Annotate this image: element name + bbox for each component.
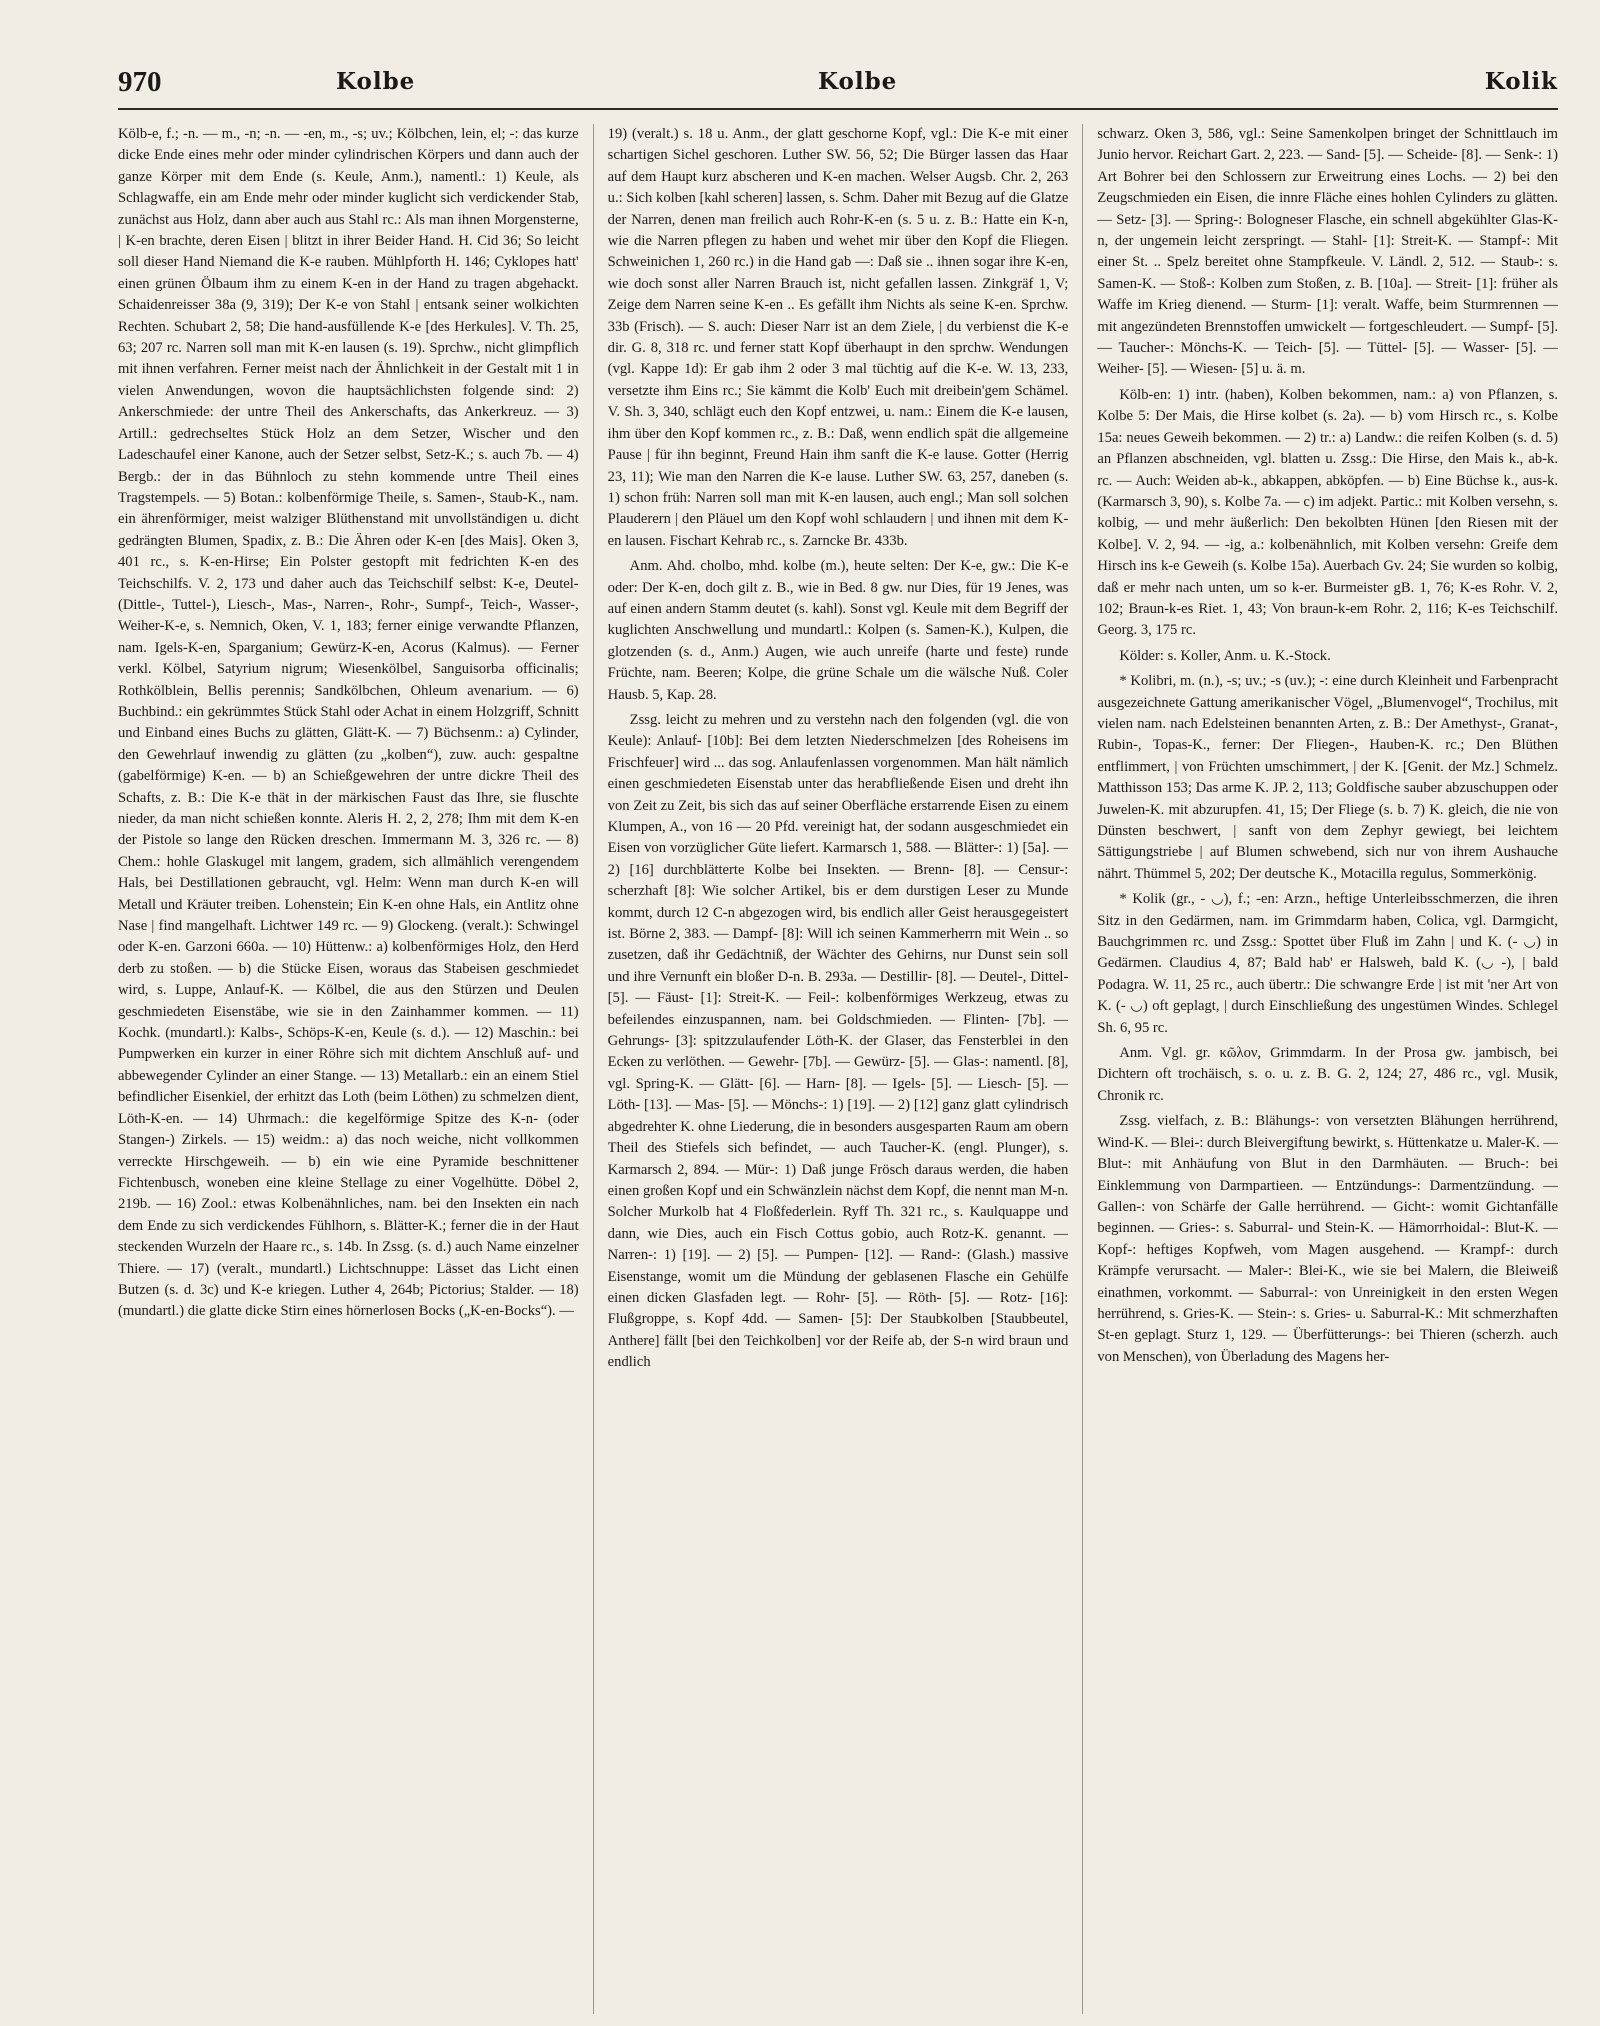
column-left (118, 124, 579, 2014)
right-running-head: Kolik (1484, 68, 1558, 95)
column-divider (593, 124, 594, 2014)
entry-paragraph: Kölb-e, f.; -n. — m., -n; -n. — -en, m., -s; uv.; Kölbchen, lein, el; -: das kurze dicke Ende eines mehr oder minder cylindrischen Körpers und dann auch der ganze Körper mit dem Ende (s. Keule, Anm.), namentl.: 1) Keule, als Schlagwaffe, ein am Ende mehr oder minder kuglicht sich verdickender Stab, zunächst aus Holz, dann aber auch aus Stahl rc.: Als man ihnen Morgensterne, | K-en brachte, deren Eisen | blitzt in ihrer Beider Hand. H. Cid 36; So leicht soll dieser Hand Niemand die K-e rauben. Mühlpforth H. 146; Cyklopes hatt' einen grünen Ölbaum ihm zu einem K-en in der Hand zu tragen abgehackt. Schaidenreisser 38a (9, 319); Der K-e von Stahl | entsank seiner wolkichten Rechten. Schubart 2, 58; Die hand-ausfüllende K-e [des Herkules]. V. Th. 25, 63; 207 rc. Narren soll man mit K-en lausen (s. 19). Sprchw., nicht glimpflich mit ihnen verfahren. Ferner meist nach der Ähnlichkeit in der Gestalt mit 1 in vielen Anwendungen, wovon die hauptsächlichsten folgende sind: 2) Ankerschmiede: der untre Theil des Ankerschafts, das Ankerkreuz. — 3) Artill.: gedrechseltes Stück Holz an dem Setzer, Wischer und den Ladeschaufel einer Kanone, auch der Setzer selbst, Setz-K.; s. auch 7b. — 4) Bergb.: der in das Bühnloch zu stehn kommende untre Theil eines Tragstempels. — 5) Botan.: kolbenförmige Theile, s. Samen-, Staub-K., nam. ein ährenförmiger, meist walziger Blüthenstand mit unvollständigen u. dicht gedrängten Blumen, Spadix, z. B.: Die Ähren oder K-en [des Mais]. Oken 3, 401 rc., s. K-en-Hirse; Ein Polster gestopft mit fedrichten K-en des Teichschilfs. V. 2, 173 und daher auch das Teichschilf selbst: K-e, Deutel- (Dittle-, Tuttel-), Liesch-, Mas-, Narren-, Rohr-, Sumpf-, Teich-, Wasser-, Weiher-K-e, s. Nemnich, Oken, V. 1, 183; ferner einige verwandte Pflanzen, nam. Igels-K-en, Sparganium; Gewürz-K-en, Acorus (Kalmus). — Ferner verkl. Kölbel, Satyrium nigrum; Wiesenkölbel, Sanguisorba officinalis; Rothkölblein, Bellis perennis; Sandkölbchen, Ohleum avenarium. — 6) Buchbind.: ein gekrümmtes Stück Stahl oder Achat in einem Holzgriff, Schnitt und Einband eines Buchs zu glätten, Glätt-K. — 7) Büchsenm.: a) Cylinder, den Gewehrlauf inwendig zu glätten (zu „kolben“), zuw. auch: gespaltne (gabelförmige) K-en. — b) an Schießgewehren der untre dickre Theil des Schafts, z. B.: Die K-e thät in der märkischen Faust das Ihre, sie fluschte nieder, da man nicht schießen konnte. Aleris H. 2, 2, 278; Ihm mit dem K-en der Pistole so lange den Rücken dreschen. Immermann M. 3, 326 rc. — 8) Chem.: hohle Glaskugel mit langem, gradem, sich allmählich verengendem Hals, bei Destillationen gebraucht, vgl. Helm: Wenn man durch K-en will Metall und Kräuter treiben. Lohenstein; Ein K-en ohne Hals, ein Antlitz ohne Nase | find mangelhaft. Lichtwer 149 rc. — 9) Glockeng. (veralt.): Schwingel oder K-en. Garzoni 660a. — 10) Hüttenw.: a) kolbenförmiges Holz, den Herd derb zu stoßen. — b) die Stücke Eisen, woraus das Stabeisen geschmiedet wird, s. Luppe, Anlauf-K. — Kölbel, die aus den Stürzen und Deulen geschmiedeten Eisenstäbe, wie sie in den Zainhammer kommen. — 11) Kochk. (mundartl.): Kalbs-, Schöps-K-en, Keule (s. d.). — 12) Maschin.: bei Pumpwerken ein kurzer in einer Röhre sich mit dichtem Anschluß auf- und abbewegender Cylinder an einer Stange. — 13) Metallarb.: ein an einem Stiel befindlicher Eisenkiel, der erhitzt das Loth (beim Löthen) zu schmelzen dient, Löth-K-en. — 14) Uhrmach.: die kegelförmige Spitze des K-n- (oder Stangen-) Zirkels. — 15) weidm.: a) das noch weiche, nicht vollkommen verreckte Hirschgeweih. — b) ein wie eine Pyramide beschnittener Fichtenbusch, woneben eine kleine Stellage zu einer Vogelhütte. Döbel 2, 219b. — 16) Zool.: etwas Kolbenähnliches, nam. bei den Insekten ein nach dem Ende zu sich verdickendes Fühlhorn, s. Blätter-K.; ferner die in der Haut steckenden Wurzeln der Haare rc., s. 14b. In Zssg. (s. d.) auch Name einzelner Thiere. — 17) (veralt., mundartl.) Lichtschnuppe: Lässet das Licht einen Butzen (s. d. 3c) und K-e kriegen. Luther 4, 264b; Pictorius; Stalder. — 18) (mundartl.) die glatte dicke Stirn eines hörnerlosen Bocks („K-en-Bocks“). — (118, 126, 579, 1320)
entry-paragraph: schwarz. Oken 3, 586, vgl.: Seine Samenkolpen bringet der Schnittlauch im Junio hervor. Reichart Gart. 2, 223. — Sand- [5]. — Scheide- [8]. — Senk-: 1) Art Bohrer bei den Schlossern zur Erweitrung eines Lochs. — 2) bei den Zeugschmieden ein Eisen, die innre Fläche eines hohlen Cylinders zu glätten. — Setz- [3]. — Spring-: Bologneser Flasche, ein schnell abgekühlter Glas-K-n, der ungemein leicht zerspringt. — Stahl- [1]: Streit-K. — Stampf-: Mit einer St. .. Spelz bereitet ohne Stampfkeule. V. Ländl. 2, 512. — Staub-: s. Samen-K. — Stoß-: Kolben zum Stoßen, z. B. [10a]. — Streit- [1]: früher als Waffe im Krieg dienend. — Sturm- [1]: veralt. Waffe, beim Sturmrennen — mit angezündeten Brennstoffen umwickelt — fortgeschleudert. — Sumpf- [5]. — Taucher-: Mönchs-K. — Teich- [5]. — Tüttel- [5]. — Wasser- [5]. — Weiher- [5]. — Wiesen- [5] u. ä. m. (1097, 126, 1559, 378)
entry-paragraph: * Kolibri, m. (n.), -s; uv.; -s (uv.); -: eine durch Kleinheit und Farbenpracht ausgezeichnete Gattung amerikanischer Vögel, „Blumenvogel“, Trochilus, mit vielen nam. nach Edelsteinen benannten Arten, z. B.: Der Amethyst-, Granat-, Rubin-, Topas-K., ferner: Der Fliegen-, Hauben-K. rc.; Den Blüthen entflimmert, | von Früchten umschimmert, | der K. [Genit. der Mz.] Schmelz. Matthisson 153; Das arme K. JP. 2, 113; Goldfische sauber abzuschuppen oder Juwelen-K. mit abzurupfen. 41, 15; Der Fliege (s. b. 7) K. gleich, die nie von Dünsten beschwert, | sanft von dem Zephyr gewiegt, bei leichtem Sättigungstriebe | auf Blumen schwebend, sich nur von ihrem Aushauche nährt. Thümmel 5, 202; Der deutsche K., Motacilla regulus, Sommerkönig. (1097, 673, 1559, 882)
entry-paragraph: Anm. Ahd. cholbo, mhd. kolbe (m.), heute selten: Der K-e, gw.: Die K-e oder: Der K-en, doch gilt z. B., wie in Bed. 8 gw. nur Dies, für 19 Jenes, was auf einen andern Stamm deutet (s. kahl). Sonst vgl. Keule mit dem Begriff der kuglichten Anschwellung und mundartl.: Kolpen (s. Samen-K.), Kulpen, die glotzenden (s. d., Anm.) Augen, wie auch unreife (harte und feste) runde Früchte, nam. Beeren; Kolpe, die grüne Schale um die wälsche Nuß. Coler Hausb. 5, Kap. 28. (607, 558, 1069, 703)
page-header (118, 66, 1558, 110)
entry-paragraph: Zssg. leicht zu mehren und zu verstehn nach den folgenden (vgl. die von Keule): Anlauf- [10b]: Bei dem letzten Niederschmelzen [des Roheisens im Frischfeuer] wird ... das sog. Anlaufenlassen vorgenommen. Man hält nämlich einen geschmiedeten Eisenstab unter das herabfließende Eisen und dreht ihn von Zeit zu Zeit, bis sich das auf seiner Oberfläche erstarrende Eisen zu einem Klumpen, A., von 16 — 20 Pfd. vereinigt hat, der sodann ausgeschmiedet ein Eisen von vorzüglicher Güte liefert. Karmarsch 1, 588. — Blätter-: 1) [5a]. — 2) [16] durchblätterte Kolbe bei Insekten. — Brenn- [8]. — Censur-: scherzhaft [8]: Wie solcher Artikel, bis er dem durstigen Leser zu Munde kommt, durch 12 C-n abgezogen wird, bis endlich aller Geist herausgegeistert ist. Börne 2, 383. — Dampf- [8]: Will ich seinen Kammerherrn mit Wein .. so zusetzen, daß ihr Gedächtniß, der Wächter des Gehirns, nur Dunst sein soll und ihre Vernunft ein bloßer D-n. B. 293a. — Destillir- [8]. — Deutel-, Dittel- [5]. — Fäust- [1]: Streit-K. — Feil-: kolbenförmiges Werkzeug, etwas zu befeilendes einzuspannen, nam. bei Goldschmieden. — Flinten- [7b]. — Gehrungs- [3]: spitzzulaufender Löth-K. der Glaser, das Fensterblei in den Ecken zu verlöthen. — Gewehr- [7b]. — Gewürz- [5]. — Glas-: namentl. [8], vgl. Spring-K. — Glätt- [6]. — Harn- [8]. — Igels- [5]. — Liesch- [5]. — Löth- [13]. — Mas- [5]. — Mönchs-: 1) [19]. — 2) [12] ganz glatt cylindrisch abgedrehter K. ohne Liederung, die in besonders ausgesparten Raum am obern Theil des Stiefels sich befindet, — auch Taucher-K. (engl. Plunger), s. Karmarsch 2, 894. — Mür-: 1) Daß junge Frösch daraus werden, die haben einen großen Kopf und ein Schwänzlein nächst dem Kopf, die nennt man M-n. Solcher Murkolb hat 4 Floßfederlein. Ryff Th. 321 rc., s. Kaulquappe und dann, wie Dies, auch ein Fisch Cottus gobio, auch Rotz-K. genannt. — Narren-: 1) [19]. — 2) [5]. — Pumpen- [12]. — Rand-: (Glash.) massive Eisenstange, womit um die Mündung der geblasenen Flasche ein Gehülfe einen dicken Glasfaden legt. — Rohr- [5]. — Röth- [5]. — Rotz- [16]: Flußgroppe, s. Kopf 4dd. — Samen- [5]: Der Staubkolben [Staubbeutel, Anthere] fällt [bei den Teichkolben] vor der Reife ab, der S-n wird braun und endlich (607, 711, 1069, 1371)
text-columns (118, 124, 1558, 2014)
header-rule (118, 108, 1558, 110)
page-number: 970 (118, 66, 162, 98)
entry-paragraph: Zssg. vielfach, z. B.: Blähungs-: von versetzten Blähungen herrührend, Wind-K. — Blei-: durch Bleivergiftung bewirkt, s. Hüttenkatze u. Maler-K. — Blut-: mit Anhäufung von Blut in den Darmhäuten. — Bruch-: bei Einklemmung von Darmpartieen. — Entzündungs-: Darmentzündung. — Gallen-: von Schärfe der Galle herrührend. — Gicht-: womit Gichtanfälle beginnen. — Gries-: s. Saburral- und Stein-K. — Hämorrhoidal-: Blut-K. — Kopf-: heftiges Kopfweh, vom Magen ausgehend. — Krampf-: durch Krämpfe verursacht. — Maler-: Blei-K., wie sie bei Malern, die Bleiweiß einathmen, vorkommt. — Saburral-: von Unreinigkeit in den ersten Wegen herrührend, s. Gries-K. — Stein-: s. Gries- u. Saburral-K.: Mit schmerzhaften St-en geplagt. Sturz 1, 129. — Überfütterungs-: bei Thieren (scherzh. auch von Menschen), von Überladung des Magens her- (1097, 1113, 1559, 1365)
column-right (1097, 124, 1558, 2014)
entry-paragraph: * Kolik (gr., - ◡), f.; -en: Arzn., heftige Unterleibsschmerzen, die ihren Sitz in den Gedärmen, nam. im Grimmdarm haben, Colica, vgl. Darmgicht, Bauchgrimmen rc. und Zssg.: Spottet über Fluß im Zahn | und K. (- ◡) in Gedärmen. Claudius 4, 87; Bald hab' er Halsweh, bald K. (◡ -), | bald Podagra. W. 11, 25 rc., auch übertr.: Die schwangre Erde | ist mit 'ner Art von K. (- ◡) oft geplagt, | durch Einschließung des ungestümen Windes. Schlegel Sh. 6, 95 rc. (1097, 891, 1559, 1036)
entry-paragraph: Kölder: s. Koller, Anm. u. K.-Stock. (1119, 647, 1331, 664)
column-middle (608, 124, 1069, 2014)
center-running-head: Kolbe (818, 68, 898, 95)
entry-paragraph: Kölb-en: 1) intr. (haben), Kolben bekommen, nam.: a) von Pflanzen, s. Kolbe 5: Der Mais, die Hirse kolbet (s. 2a). — b) vom Hirsch rc., s. Kolbe 15a: neues Geweih bekommen. — 2) tr.: a) Landw.: die reifen Kolben (s. d. 5) an Pflanzen abschneiden, vgl. blatten u. Zssg.: Die Hirse, den Mais k., ab-k. rc. — Auch: Weiden ab-k., abkappen, abköpfen. — b) Eine Büchse k., aus-k. (Karmarsch 3, 90), s. Kolbe 7a. — c) im adjekt. Partic.: mit Kolben versehn, s. kolbig, — und mehr äußerlich: Den bekolbten Hünen [den Riesen mit der Kolbe]. V. 2, 94. — -ig, a.: kolbenähnlich, mit Kolben versehn: Greife dem Hirsch ins k-e Geweih (s. Kolbe 15a). Auerbach Gv. 24; Sie wurden so kolbig, daß er mehr nach unten, um so k-er. Burmeister gB. 1, 76; K-es Rohr. V. 2, 102; Braun-k-es Riet. 1, 43; Von braun-k-em Rohr. 2, 116; K-es Teichschilf. Georg. 3, 175 rc. (1097, 386, 1559, 639)
column-divider (1082, 124, 1083, 2014)
left-running-head: Kolbe (336, 68, 416, 95)
entry-paragraph: 19) (veralt.) s. 18 u. Anm., der glatt geschorne Kopf, vgl.: Die K-e mit einer schartigen Sichel geschoren. Luther SW. 56, 52; Die Bürger lassen das Haar auf dem Haupt kurz abscheren und K-en machen. Welser Augsb. Chr. 2, 263 u.: Sich kolben [kahl scheren] lassen, s. Schm. Daher mit Bezug auf die Glatze der Narren, denen man freilich auch Rohr-K-en (s. 5 u. z. B.: Hatte ein K-n, wie die Narren pflegen zu haben und wehet mir über den Kopf die Fliegen. Schweinichen 1, 260 rc.) in die Hand gab —: Daß sie .. ihnen sogar ihre K-en, wie doch sonst aller Narren Brauch ist, nicht gefallen lassen. Zinkgräf 1, V; Zeige dem Narren seine K-en .. Es gefällt ihm Nichts als seine K-en. Sprchw. 33b (Frisch). — S. auch: Dieser Narr ist an dem Ziele, | du verbienst die K-e dir. G. 8, 318 rc. und ferner statt Kopf überhaupt in den sprchw. Wendungen (vgl. Kappe 1d): Er gab ihm 2 oder 3 mal tüchtig auf die K-e. W. 13, 233, versetzte ihm Eins rc.; Sie kämmt die Kolb' Euch mit dreibein'gem Schämel. V. Sh. 3, 340, schlägt euch den Kopf entzwei, u. nam.: Einem die K-e lausen, ihm über den Kopf kommen rc., z. B.: Daß, wenn endlich spät die allgemeine Pause | für ihn beginnt, Freund Hain ihm sanft die K-e lause. Gotter (Herrig 23, 11); Wie man den Narren die K-e lause. Luther SW. 63, 257, daneben (s. 1) schon früh: Narren soll man mit K-en lausen, auch engl.; Man soll solchen Plauderern | den Pläuel um den Kopf wohl schlaudern | und ihnen mit dem K-en lausen. Fischart Kehrab rc., s. Zarncke Br. 433b. (607, 126, 1069, 549)
entry-paragraph: Anm. Vgl. gr. κῶλον, Grimmdarm. In der Prosa gw. jambisch, bei Dichtern oft trochäisch, s. o. u. z. B. G. 2, 124; 27, 486 rc., vgl. Musik, Chronik rc. (1097, 1045, 1559, 1104)
